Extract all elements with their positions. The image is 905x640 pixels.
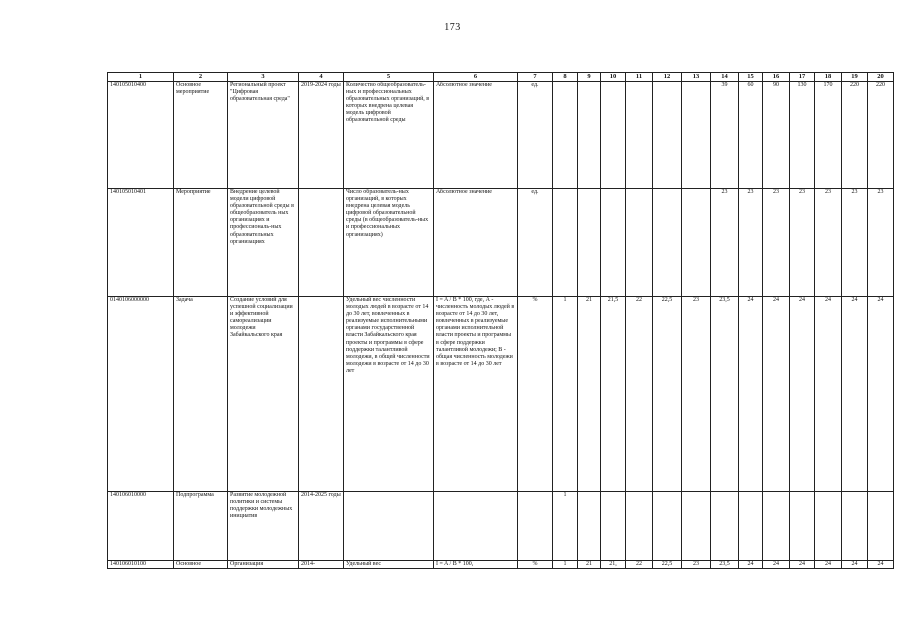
row-unit: %: [518, 297, 553, 492]
value-cell: 24: [868, 561, 894, 569]
value-cell: 24: [739, 561, 763, 569]
value-cell: 24: [790, 297, 815, 492]
value-cell: [626, 189, 653, 297]
row-name: Региональный проект "Цифровая образовательная среда": [228, 82, 299, 189]
value-cell: 24: [739, 297, 763, 492]
value-cell: [868, 492, 894, 561]
value-cell: 220: [842, 82, 868, 189]
column-header: 3: [228, 73, 299, 82]
row-name: Развитие молодежной политики и системы поддержки молодежных инициатив: [228, 492, 299, 561]
row-method: I = A / B * 100, где, А - численность молодых людей в возрасте от 14 до 30 лет, вовлеченных в реализуемые органами исполнительной власти проекты и программы в сфере поддержки талантливой молодежи; В - общая численность молодежи в возрасте от 14 до 30 лет: [434, 297, 518, 492]
column-header: 10: [601, 73, 626, 82]
row-code: 140105010401: [108, 189, 174, 297]
row-name: Создание условий для успешной социализации и эффективной самореализации молодежи Забайкальского края: [228, 297, 299, 492]
value-cell: 23,5: [711, 297, 739, 492]
column-header: 7: [518, 73, 553, 82]
value-cell: 22,5: [653, 297, 682, 492]
row-type: Основное мероприятие: [174, 82, 228, 189]
value-cell: [842, 492, 868, 561]
table-row: [108, 561, 894, 569]
row-method: Абсолютное значение: [434, 82, 518, 189]
value-cell: [682, 492, 711, 561]
row-code: 140106010000: [108, 492, 174, 561]
value-cell: 21: [578, 297, 601, 492]
column-header: 9: [578, 73, 601, 82]
row-method: [434, 492, 518, 561]
row-name: Организация: [228, 561, 299, 569]
page-number: 173: [444, 22, 461, 33]
column-header: 5: [344, 73, 434, 82]
row-method: Абсолютное значение: [434, 189, 518, 297]
value-cell: [578, 492, 601, 561]
value-cell: 39: [711, 82, 739, 189]
column-header: 14: [711, 73, 739, 82]
row-indicator: Число образователь-ных организаций, в которых внедрена целевая модель цифровой образовательной среды (в общеобразователь-ных и профессиональных организациях): [344, 189, 434, 297]
value-cell: 1: [553, 297, 578, 492]
value-cell: [790, 492, 815, 561]
row-period: [299, 189, 344, 297]
row-name: Внедрение целевой модели цифровой образовательной среды в общеобразователь ных организациях и профессиональ-ных образовательных организациях: [228, 189, 299, 297]
value-cell: [763, 492, 790, 561]
column-header: 18: [815, 73, 842, 82]
row-unit: ед.: [518, 82, 553, 189]
value-cell: 24: [842, 297, 868, 492]
value-cell: [626, 492, 653, 561]
row-code: 0140106000000: [108, 297, 174, 492]
row-type: Задача: [174, 297, 228, 492]
row-unit: %: [518, 561, 553, 569]
row-unit: [518, 492, 553, 561]
table-row: [108, 297, 894, 492]
column-header: 19: [842, 73, 868, 82]
value-cell: [682, 82, 711, 189]
value-cell: [653, 82, 682, 189]
value-cell: 22: [626, 561, 653, 569]
value-cell: 23: [868, 189, 894, 297]
value-cell: [601, 492, 626, 561]
value-cell: 170: [815, 82, 842, 189]
column-header: 6: [434, 73, 518, 82]
column-header: 17: [790, 73, 815, 82]
value-cell: 24: [815, 561, 842, 569]
table-row: [108, 82, 894, 189]
value-cell: 24: [763, 297, 790, 492]
value-cell: [553, 82, 578, 189]
column-header: 20: [868, 73, 894, 82]
row-type: Основное: [174, 561, 228, 569]
column-header: 11: [626, 73, 653, 82]
row-code: 140106010100: [108, 561, 174, 569]
value-cell: 23,5: [711, 561, 739, 569]
value-cell: 1: [553, 561, 578, 569]
indicators-table: [107, 72, 894, 569]
row-unit: ед.: [518, 189, 553, 297]
value-cell: 24: [790, 561, 815, 569]
row-period: 2014-2025 годы: [299, 492, 344, 561]
value-cell: 24: [868, 297, 894, 492]
row-period: [299, 297, 344, 492]
column-header: 15: [739, 73, 763, 82]
column-header: 2: [174, 73, 228, 82]
value-cell: [653, 189, 682, 297]
value-cell: 23: [682, 297, 711, 492]
value-cell: [815, 492, 842, 561]
value-cell: 130: [790, 82, 815, 189]
row-indicator: Удельный вес: [344, 561, 434, 569]
column-header: 1: [108, 73, 174, 82]
value-cell: 21: [578, 561, 601, 569]
value-cell: [601, 82, 626, 189]
value-cell: [682, 189, 711, 297]
value-cell: [711, 492, 739, 561]
row-method: I = A / B * 100,: [434, 561, 518, 569]
value-cell: 21,: [601, 561, 626, 569]
value-cell: 22: [626, 297, 653, 492]
value-cell: 24: [842, 561, 868, 569]
value-cell: 90: [763, 82, 790, 189]
value-cell: 23: [682, 561, 711, 569]
row-indicator: Количество общеобразователь-ных и профессиональных образовательных организаций, в которых внедрена целевая модель цифровой образовательной среды: [344, 82, 434, 189]
value-cell: [626, 82, 653, 189]
value-cell: [653, 492, 682, 561]
value-cell: [578, 82, 601, 189]
value-cell: 60: [739, 82, 763, 189]
row-period: 2019-2024 годы: [299, 82, 344, 189]
value-cell: 22,5: [653, 561, 682, 569]
column-header: 16: [763, 73, 790, 82]
row-period: 2014-: [299, 561, 344, 569]
value-cell: [553, 189, 578, 297]
value-cell: 1: [553, 492, 578, 561]
value-cell: 23: [790, 189, 815, 297]
column-header: 8: [553, 73, 578, 82]
row-indicator: [344, 492, 434, 561]
value-cell: 24: [815, 297, 842, 492]
table-row: [108, 189, 894, 297]
row-type: Мероприятие: [174, 189, 228, 297]
value-cell: 24: [763, 561, 790, 569]
value-cell: 23: [711, 189, 739, 297]
header-row: [108, 73, 894, 82]
column-header: 12: [653, 73, 682, 82]
value-cell: 23: [739, 189, 763, 297]
value-cell: 21,5: [601, 297, 626, 492]
value-cell: 23: [763, 189, 790, 297]
value-cell: [578, 189, 601, 297]
column-header: 4: [299, 73, 344, 82]
value-cell: 23: [842, 189, 868, 297]
value-cell: [601, 189, 626, 297]
row-type: Подпрограмма: [174, 492, 228, 561]
column-header: 13: [682, 73, 711, 82]
row-code: 140105010400: [108, 82, 174, 189]
value-cell: [739, 492, 763, 561]
value-cell: 220: [868, 82, 894, 189]
row-indicator: Удельный вес численности молодых людей в возрасте от 14 до 30 лет, вовлеченных в реализуемые исполнительными органами государственной власти Забайкальского края проекты и программы в сфере поддержки талантливой молодежи, в общей численности молодежи в возрасте от 14 до 30 лет: [344, 297, 434, 492]
table-row: [108, 492, 894, 561]
value-cell: 23: [815, 189, 842, 297]
